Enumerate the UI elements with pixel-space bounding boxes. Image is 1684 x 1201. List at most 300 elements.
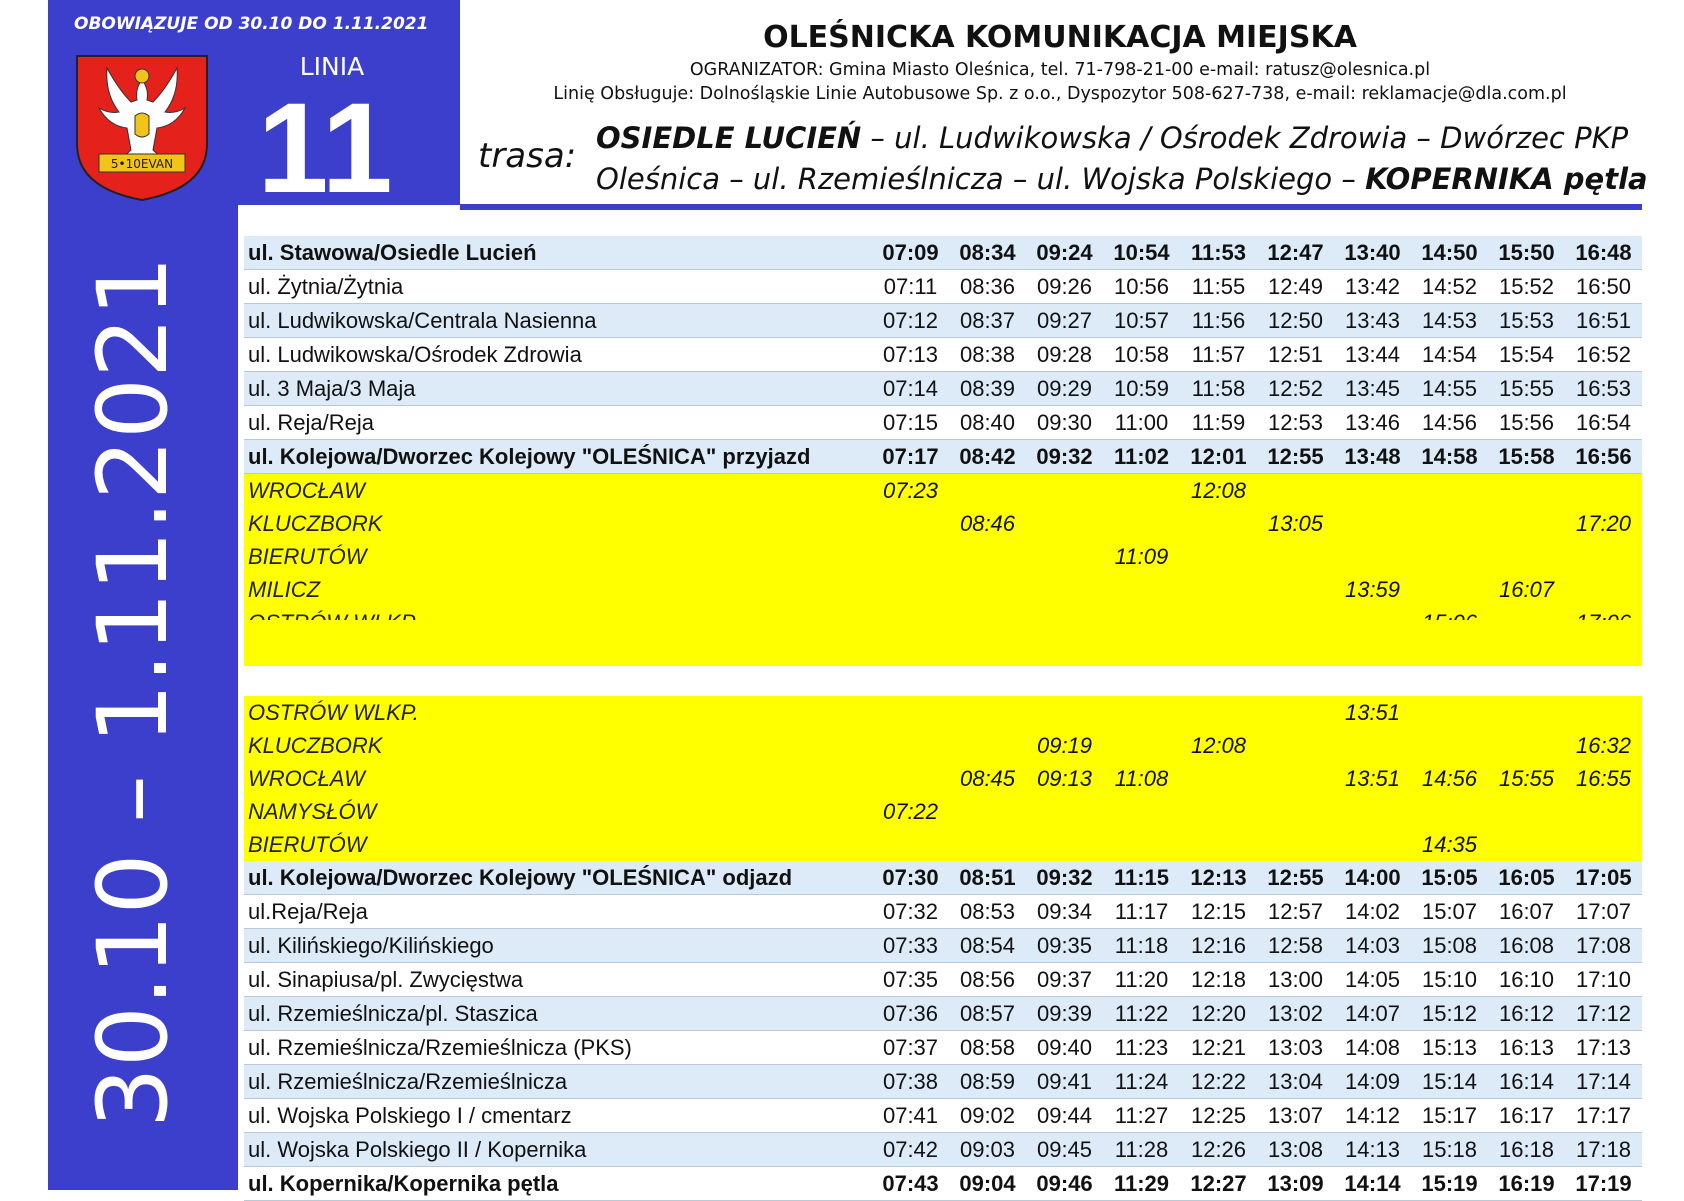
departure-time: 10:54 (1103, 236, 1180, 270)
connection-time (872, 696, 949, 729)
stop-name: ul.Reja/Reja (244, 895, 872, 929)
departure-time: 10:58 (1103, 338, 1180, 372)
departure-time: 13:02 (1257, 997, 1334, 1031)
departure-time: 07:41 (872, 1099, 949, 1133)
departure-time: 17:13 (1565, 1031, 1642, 1065)
connection-time: 09:13 (1026, 762, 1103, 795)
connection-time (1411, 729, 1488, 762)
organizer-info: OGRANIZATOR: Gmina Miasto Oleśnica, tel. 71-798-21-00 e-mail: ratusz@olesnica.pl (689, 60, 1431, 80)
connection-time (1180, 573, 1257, 606)
connection-time (1257, 729, 1334, 762)
departure-time: 12:16 (1180, 929, 1257, 963)
departure-time: 17:07 (1565, 895, 1642, 929)
stop-name: ul. Kilińskiego/Kilińskiego (244, 929, 872, 963)
departure-time: 07:35 (872, 963, 949, 997)
stop-row (244, 338, 1642, 372)
connection-time (1103, 795, 1180, 828)
route-continuation: Oleśnica – ul. Rzemieślnicza – ul. Wojska Polskiego – (596, 162, 1366, 196)
connection-destination: BIERUTÓW (244, 828, 872, 861)
departure-time: 15:52 (1488, 270, 1565, 304)
departure-time: 07:36 (872, 997, 949, 1031)
connection-time (872, 507, 949, 540)
connection-time (1180, 696, 1257, 729)
departure-time: 15:10 (1411, 963, 1488, 997)
connection-time (1488, 729, 1565, 762)
departure-time: 16:07 (1488, 895, 1565, 929)
departure-time: 13:46 (1334, 406, 1411, 440)
connection-destination: MILICZ (244, 573, 872, 606)
departure-time: 08:38 (949, 338, 1026, 372)
connection-time: 13:59 (1334, 573, 1411, 606)
coat-of-arms-icon (75, 54, 209, 202)
departure-time: 16:12 (1488, 997, 1565, 1031)
connection-time (1180, 795, 1257, 828)
departure-time: 12:20 (1180, 997, 1257, 1031)
departure-time: 17:18 (1565, 1133, 1642, 1167)
connection-time: 13:51 (1334, 762, 1411, 795)
line-number: 11 (257, 77, 393, 220)
departure-time: 09:24 (1026, 236, 1103, 270)
departure-time: 15:58 (1488, 440, 1565, 474)
connection-time (1103, 729, 1180, 762)
connection-time (1257, 474, 1334, 508)
connection-destination: WROCŁAW (244, 762, 872, 795)
validity-period: OBOWIĄZUJE OD 30.10 DO 1.11.2021 (74, 14, 429, 34)
departure-time: 12:58 (1257, 929, 1334, 963)
connection-time: 11:09 (1103, 540, 1180, 573)
stop-name: ul. 3 Maja/3 Maja (244, 372, 872, 406)
departure-time: 12:51 (1257, 338, 1334, 372)
stop-name: ul. Kopernika/Kopernika pętla (244, 1167, 872, 1201)
departure-time: 14:07 (1334, 997, 1411, 1031)
departure-time: 07:42 (872, 1133, 949, 1167)
connection-time (1026, 696, 1103, 729)
stop-row (244, 929, 1642, 963)
departure-time: 09:29 (1026, 372, 1103, 406)
connection-time (1488, 474, 1565, 508)
connection-row (244, 540, 1642, 573)
connection-time (1103, 828, 1180, 861)
connection-time (1334, 828, 1411, 861)
connection-time (1334, 540, 1411, 573)
departure-time: 14:53 (1411, 304, 1488, 338)
stop-row (244, 1167, 1642, 1201)
departure-time: 14:58 (1411, 440, 1488, 474)
departure-time: 07:14 (872, 372, 949, 406)
departure-time: 15:14 (1411, 1065, 1488, 1099)
departure-time: 16:10 (1488, 963, 1565, 997)
connection-row (244, 696, 1642, 729)
stop-row (244, 372, 1642, 406)
stop-row (244, 1031, 1642, 1065)
departure-time: 15:08 (1411, 929, 1488, 963)
stop-row (244, 963, 1642, 997)
departure-time: 13:43 (1334, 304, 1411, 338)
line-label: LINIA (299, 52, 365, 81)
departure-time: 14:12 (1334, 1099, 1411, 1133)
connection-row (244, 828, 1642, 861)
connection-time: 08:46 (949, 507, 1026, 540)
departure-time: 13:08 (1257, 1133, 1334, 1167)
connection-time: 16:07 (1488, 573, 1565, 606)
route-label: trasa: (478, 136, 577, 176)
departure-time: 07:32 (872, 895, 949, 929)
departure-time: 09:28 (1026, 338, 1103, 372)
connection-time (1180, 828, 1257, 861)
departure-time: 09:35 (1026, 929, 1103, 963)
stop-name: ul. Ludwikowska/Centrala Nasienna (244, 304, 872, 338)
stop-name: ul. Sinapiusa/pl. Zwycięstwa (244, 963, 872, 997)
departure-time: 14:14 (1334, 1167, 1411, 1201)
departure-time: 08:56 (949, 963, 1026, 997)
departure-time: 07:12 (872, 304, 949, 338)
connection-time (872, 729, 949, 762)
stop-name: ul. Wojska Polskiego I / cmentarz (244, 1099, 872, 1133)
departure-time: 17:10 (1565, 963, 1642, 997)
operator-info: Linię Obsługuje: Dolnośląskie Linie Autobusowe Sp. z o.o., Dyspozytor 508-627-738, e-mail: reklamacje@dla.com.pl (553, 84, 1567, 104)
stop-row (244, 895, 1642, 929)
departure-time: 13:03 (1257, 1031, 1334, 1065)
connection-time: 13:05 (1257, 507, 1334, 540)
stop-name: ul. Rzemieślnicza/Rzemieślnicza (PKS) (244, 1031, 872, 1065)
connection-destination: NAMYSŁÓW (244, 795, 872, 828)
connection-destination: KLUCZBORK (244, 729, 872, 762)
connections-panel-padding (244, 620, 1642, 666)
departure-time: 07:13 (872, 338, 949, 372)
connection-time (1257, 795, 1334, 828)
departure-time: 15:17 (1411, 1099, 1488, 1133)
connection-time (1488, 828, 1565, 861)
departure-time: 11:17 (1103, 895, 1180, 929)
route-end: KOPERNIKA pętla (1365, 162, 1648, 196)
departure-time: 09:04 (949, 1167, 1026, 1201)
departure-time: 09:32 (1026, 440, 1103, 474)
connection-time (1103, 507, 1180, 540)
connection-time (872, 762, 949, 795)
departure-time: 14:54 (1411, 338, 1488, 372)
stop-row (244, 861, 1642, 895)
connection-time (1565, 474, 1642, 508)
connection-time (1026, 507, 1103, 540)
departure-time: 07:30 (872, 861, 949, 895)
connection-time: 12:08 (1180, 729, 1257, 762)
departure-time: 12:50 (1257, 304, 1334, 338)
departure-time: 11:28 (1103, 1133, 1180, 1167)
departure-time: 07:37 (872, 1031, 949, 1065)
departure-time: 09:45 (1026, 1133, 1103, 1167)
departure-time: 08:54 (949, 929, 1026, 963)
connection-time (1565, 828, 1642, 861)
departure-time: 13:04 (1257, 1065, 1334, 1099)
connection-time (1488, 696, 1565, 729)
connection-time (872, 540, 949, 573)
departure-time: 08:36 (949, 270, 1026, 304)
departure-time: 08:34 (949, 236, 1026, 270)
departure-time: 14:52 (1411, 270, 1488, 304)
connection-time (1257, 828, 1334, 861)
departure-time: 11:55 (1180, 270, 1257, 304)
stop-row (244, 406, 1642, 440)
departure-time: 11:58 (1180, 372, 1257, 406)
connection-time (1026, 828, 1103, 861)
departure-time: 12:21 (1180, 1031, 1257, 1065)
connection-time (1488, 507, 1565, 540)
departure-time: 12:55 (1257, 440, 1334, 474)
departure-time: 13:45 (1334, 372, 1411, 406)
departure-time: 14:05 (1334, 963, 1411, 997)
connection-time (1565, 540, 1642, 573)
connection-time (1411, 474, 1488, 508)
stop-name: ul. Wojska Polskiego II / Kopernika (244, 1133, 872, 1167)
connection-time: 14:56 (1411, 762, 1488, 795)
departure-time: 12:26 (1180, 1133, 1257, 1167)
departure-time: 09:02 (949, 1099, 1026, 1133)
stop-row (244, 1133, 1642, 1167)
stop-name: ul. Kolejowa/Dworzec Kolejowy "OLEŚNICA" odjazd (244, 861, 872, 895)
stop-row (244, 304, 1642, 338)
departure-time: 10:57 (1103, 304, 1180, 338)
departure-time: 12:53 (1257, 406, 1334, 440)
departure-time: 09:37 (1026, 963, 1103, 997)
connection-time: 07:23 (872, 474, 949, 508)
departure-time: 09:44 (1026, 1099, 1103, 1133)
connection-time (872, 828, 949, 861)
departure-time: 14:00 (1334, 861, 1411, 895)
departure-time: 11:02 (1103, 440, 1180, 474)
connection-destination: OSTRÓW WLKP. (244, 696, 872, 729)
departure-time: 08:37 (949, 304, 1026, 338)
departure-time: 08:59 (949, 1065, 1026, 1099)
departure-time: 17:19 (1565, 1167, 1642, 1201)
departure-time: 07:33 (872, 929, 949, 963)
departure-time: 13:00 (1257, 963, 1334, 997)
connection-time (1180, 507, 1257, 540)
departure-time: 09:32 (1026, 861, 1103, 895)
departure-time: 16:56 (1565, 440, 1642, 474)
connection-time (1026, 474, 1103, 508)
connection-time (949, 573, 1026, 606)
departure-time: 12:52 (1257, 372, 1334, 406)
departure-time: 15:54 (1488, 338, 1565, 372)
departure-time: 07:17 (872, 440, 949, 474)
departure-time: 12:13 (1180, 861, 1257, 895)
departure-time: 12:25 (1180, 1099, 1257, 1133)
departure-time: 14:56 (1411, 406, 1488, 440)
connection-time (1334, 507, 1411, 540)
vertical-date-banner: 30.10 – 1.11.2021 (77, 255, 189, 1129)
connection-time (949, 828, 1026, 861)
connection-time (1180, 540, 1257, 573)
departure-time: 09:39 (1026, 997, 1103, 1031)
connection-time (1026, 795, 1103, 828)
connection-row (244, 762, 1642, 795)
connection-time (1411, 573, 1488, 606)
connection-time (949, 729, 1026, 762)
connection-time: 11:08 (1103, 762, 1180, 795)
departure-time: 11:18 (1103, 929, 1180, 963)
departure-time: 11:23 (1103, 1031, 1180, 1065)
stop-row (244, 997, 1642, 1031)
connection-time: 08:45 (949, 762, 1026, 795)
crest-banner-text: 5•10EVAN (110, 157, 174, 171)
connection-time (1103, 573, 1180, 606)
route-middle: – ul. Ludwikowska / Ośrodek Zdrowia – Dwórzec PKP (861, 121, 1629, 155)
departure-time: 11:27 (1103, 1099, 1180, 1133)
connection-time: 09:19 (1026, 729, 1103, 762)
departure-time: 15:19 (1411, 1167, 1488, 1201)
departure-time: 16:17 (1488, 1099, 1565, 1133)
departure-time: 12:47 (1257, 236, 1334, 270)
departure-time: 11:15 (1103, 861, 1180, 895)
connection-time (1257, 696, 1334, 729)
route-description-line-1 (596, 121, 1628, 155)
route-description-line-2 (596, 162, 1648, 196)
departure-time: 13:09 (1257, 1167, 1334, 1201)
connection-time (1257, 573, 1334, 606)
connection-time (1103, 474, 1180, 508)
departure-time: 09:41 (1026, 1065, 1103, 1099)
stop-name: ul. Ludwikowska/Ośrodek Zdrowia (244, 338, 872, 372)
connection-time (1411, 507, 1488, 540)
connection-time (872, 573, 949, 606)
connection-time: 16:55 (1565, 762, 1642, 795)
connection-time (1488, 540, 1565, 573)
connection-destination: BIERUTÓW (244, 540, 872, 573)
departure-time: 09:46 (1026, 1167, 1103, 1201)
departure-time: 12:27 (1180, 1167, 1257, 1201)
departure-time: 17:12 (1565, 997, 1642, 1031)
connection-row (244, 795, 1642, 828)
connection-time (1334, 474, 1411, 508)
departure-time: 16:18 (1488, 1133, 1565, 1167)
departure-time: 14:13 (1334, 1133, 1411, 1167)
departure-time: 07:43 (872, 1167, 949, 1201)
departure-time: 09:26 (1026, 270, 1103, 304)
stop-row (244, 1065, 1642, 1099)
connection-destination: KLUCZBORK (244, 507, 872, 540)
departure-time: 11:24 (1103, 1065, 1180, 1099)
departure-time: 16:53 (1565, 372, 1642, 406)
departure-time: 09:40 (1026, 1031, 1103, 1065)
departure-time: 15:55 (1488, 372, 1565, 406)
connection-time (1334, 729, 1411, 762)
departure-time: 12:55 (1257, 861, 1334, 895)
departure-time: 09:27 (1026, 304, 1103, 338)
departure-time: 16:14 (1488, 1065, 1565, 1099)
departure-time: 13:44 (1334, 338, 1411, 372)
departure-time: 17:14 (1565, 1065, 1642, 1099)
departure-time: 17:05 (1565, 861, 1642, 895)
departure-time: 08:57 (949, 997, 1026, 1031)
departure-time: 09:03 (949, 1133, 1026, 1167)
connection-time: 14:35 (1411, 828, 1488, 861)
departure-time: 16:51 (1565, 304, 1642, 338)
connection-time (1565, 795, 1642, 828)
departure-time: 15:07 (1411, 895, 1488, 929)
departure-time: 12:15 (1180, 895, 1257, 929)
departure-time: 16:05 (1488, 861, 1565, 895)
departure-time: 16:13 (1488, 1031, 1565, 1065)
connection-time (1411, 696, 1488, 729)
connection-destination: WROCŁAW (244, 474, 872, 508)
connection-time (1026, 540, 1103, 573)
departure-time: 07:11 (872, 270, 949, 304)
connection-time: 12:08 (1180, 474, 1257, 508)
departure-time: 12:01 (1180, 440, 1257, 474)
departure-time: 16:08 (1488, 929, 1565, 963)
departure-time: 15:12 (1411, 997, 1488, 1031)
departure-time: 12:57 (1257, 895, 1334, 929)
stop-name: ul. Rzemieślnicza/pl. Staszica (244, 997, 872, 1031)
departure-time: 17:17 (1565, 1099, 1642, 1133)
connection-time (1334, 795, 1411, 828)
departure-time: 11:57 (1180, 338, 1257, 372)
departure-time: 08:58 (949, 1031, 1026, 1065)
departure-time: 15:56 (1488, 406, 1565, 440)
stop-name: ul. Rzemieślnicza/Rzemieślnicza (244, 1065, 872, 1099)
stop-row (244, 440, 1642, 474)
departure-time: 15:50 (1488, 236, 1565, 270)
connection-time: 07:22 (872, 795, 949, 828)
connection-time (1257, 762, 1334, 795)
departure-time: 11:59 (1180, 406, 1257, 440)
connection-time (949, 474, 1026, 508)
departure-time: 10:56 (1103, 270, 1180, 304)
departure-time: 11:00 (1103, 406, 1180, 440)
stop-row (244, 1099, 1642, 1133)
departure-time: 12:22 (1180, 1065, 1257, 1099)
connection-time (1026, 573, 1103, 606)
connection-time (1103, 696, 1180, 729)
connection-time (1488, 795, 1565, 828)
stop-name: ul. Stawowa/Osiedle Lucień (244, 236, 872, 270)
departure-time: 08:40 (949, 406, 1026, 440)
departure-time: 07:38 (872, 1065, 949, 1099)
route-start: OSIEDLE LUCIEŃ (596, 121, 862, 155)
stop-name: ul. Reja/Reja (244, 406, 872, 440)
departure-time: 15:18 (1411, 1133, 1488, 1167)
connection-time (949, 540, 1026, 573)
departure-time: 09:30 (1026, 406, 1103, 440)
stop-row (244, 236, 1642, 270)
departure-time: 16:48 (1565, 236, 1642, 270)
connection-time: 15:55 (1488, 762, 1565, 795)
departure-time: 13:40 (1334, 236, 1411, 270)
departure-time: 09:34 (1026, 895, 1103, 929)
departure-time: 11:29 (1103, 1167, 1180, 1201)
stop-name: ul. Żytnia/Żytnia (244, 270, 872, 304)
departure-time: 15:05 (1411, 861, 1488, 895)
connection-time: 16:32 (1565, 729, 1642, 762)
header-divider (460, 204, 1642, 210)
departure-time: 08:42 (949, 440, 1026, 474)
connection-time (1411, 540, 1488, 573)
departure-time: 14:50 (1411, 236, 1488, 270)
departure-time: 15:13 (1411, 1031, 1488, 1065)
departure-time: 08:53 (949, 895, 1026, 929)
departure-time: 16:54 (1565, 406, 1642, 440)
connection-row (244, 729, 1642, 762)
connection-row (244, 507, 1642, 540)
departure-time: 14:02 (1334, 895, 1411, 929)
connection-time (1565, 696, 1642, 729)
connection-row (244, 573, 1642, 606)
departure-time: 10:59 (1103, 372, 1180, 406)
connection-time (1180, 762, 1257, 795)
departure-time: 16:50 (1565, 270, 1642, 304)
departure-time: 12:18 (1180, 963, 1257, 997)
departure-time: 16:52 (1565, 338, 1642, 372)
